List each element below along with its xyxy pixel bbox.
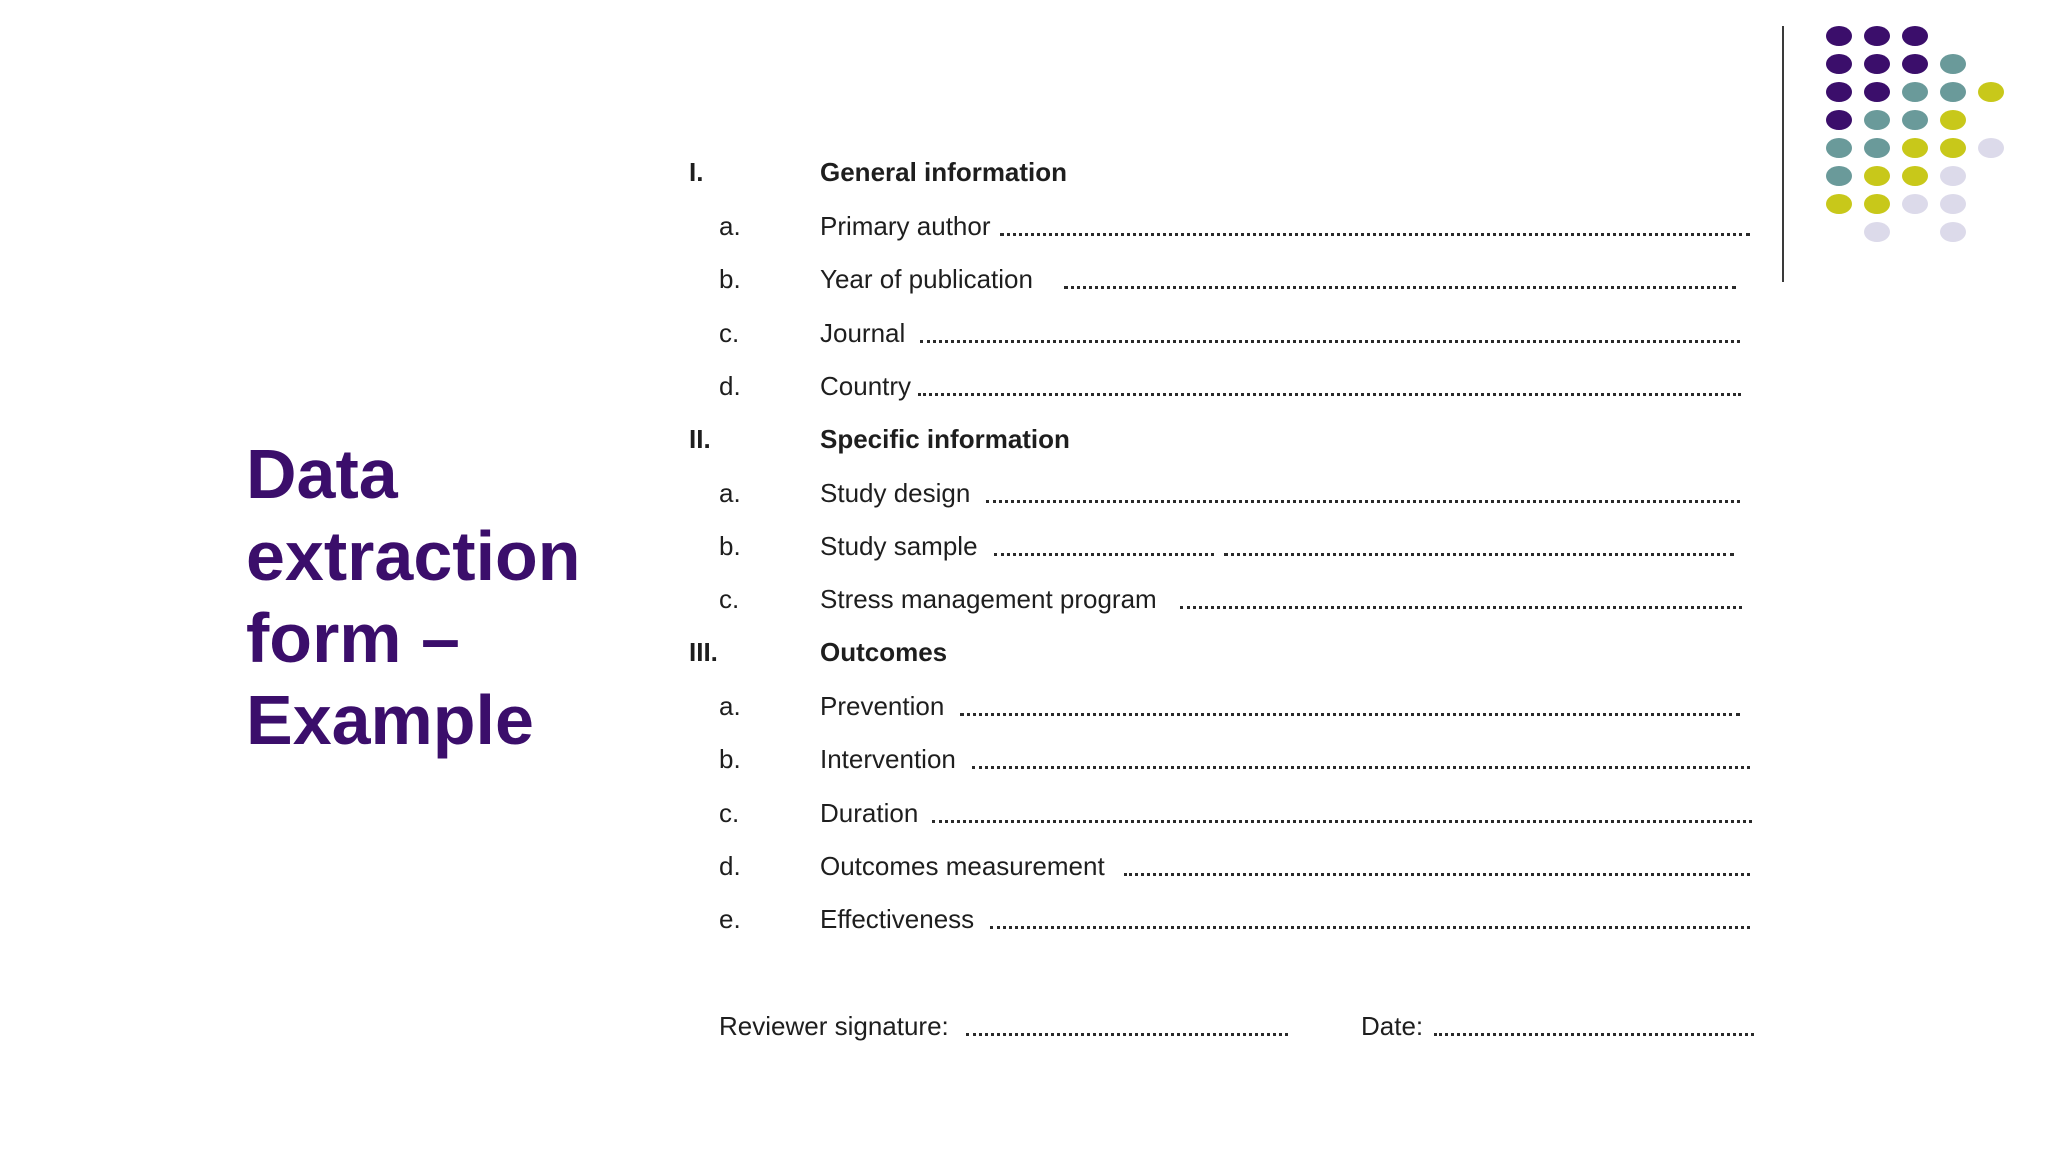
section-row xyxy=(0,152,2048,192)
item-label: Outcomes measurement xyxy=(820,851,1105,881)
answer-leader-line[interactable] xyxy=(1000,233,1750,236)
form-item-row xyxy=(0,793,2048,833)
section-numeral: II. xyxy=(689,424,711,454)
answer-leader-line[interactable] xyxy=(1180,606,1742,609)
answer-leader-line[interactable] xyxy=(1124,873,1750,876)
reviewer-signature-label: Reviewer signature: xyxy=(719,1011,949,1041)
item-letter: c. xyxy=(719,798,740,828)
item-label: Journal xyxy=(820,318,906,348)
form-item-row xyxy=(0,526,2048,566)
answer-leader-line[interactable] xyxy=(1064,286,1736,289)
answer-leader-line[interactable] xyxy=(920,340,1740,343)
item-label: Intervention xyxy=(820,744,956,774)
slide-title-line: Example xyxy=(246,681,534,759)
answer-leader-line[interactable] xyxy=(986,500,1740,503)
item-letter: b. xyxy=(719,744,741,774)
item-letter: d. xyxy=(719,851,741,881)
item-letter: a. xyxy=(719,211,741,241)
form-item-row xyxy=(0,846,2048,886)
section-heading: Specific information xyxy=(820,424,1070,454)
item-letter: c. xyxy=(719,318,740,348)
answer-leader-line[interactable] xyxy=(990,926,1750,929)
item-label: Prevention xyxy=(820,691,945,721)
answer-leader-line[interactable] xyxy=(960,713,1740,716)
item-label: Year of publication xyxy=(820,264,1033,294)
item-label: Study design xyxy=(820,478,971,508)
item-letter: c. xyxy=(719,584,740,614)
answer-leader-line[interactable] xyxy=(1224,553,1734,556)
answer-leader-line[interactable] xyxy=(918,393,1741,396)
slide-title-line: form – xyxy=(246,599,460,677)
section-numeral: I. xyxy=(689,157,704,187)
form-item-row xyxy=(0,899,2048,939)
answer-leader-line[interactable] xyxy=(972,766,1750,769)
answer-leader-line[interactable] xyxy=(994,553,1214,556)
item-label: Effectiveness xyxy=(820,904,975,934)
slide-title-line: Data xyxy=(246,435,398,513)
item-letter: d. xyxy=(719,371,741,401)
form-item-row xyxy=(0,206,2048,246)
item-letter: b. xyxy=(719,531,741,561)
slide-title-line: extraction xyxy=(246,517,581,595)
form-item-row xyxy=(0,259,2048,299)
form-item-row xyxy=(0,739,2048,779)
date-line[interactable] xyxy=(1434,1033,1754,1036)
item-letter: e. xyxy=(719,904,741,934)
item-letter: a. xyxy=(719,478,741,508)
form-item-row xyxy=(0,366,2048,406)
form-item-row xyxy=(0,686,2048,726)
item-label: Stress management program xyxy=(820,584,1157,614)
item-label: Primary author xyxy=(820,211,991,241)
form-item-row xyxy=(0,313,2048,353)
item-label: Study sample xyxy=(820,531,978,561)
item-letter: b. xyxy=(719,264,741,294)
item-label: Duration xyxy=(820,798,919,828)
answer-leader-line[interactable] xyxy=(932,820,1752,823)
date-label: Date: xyxy=(1361,1011,1424,1041)
item-label: Country xyxy=(820,371,912,401)
reviewer-signature-line[interactable] xyxy=(966,1033,1288,1036)
section-heading: Outcomes xyxy=(820,637,948,667)
section-row xyxy=(0,632,2048,672)
section-numeral: III. xyxy=(689,637,718,667)
signature-row xyxy=(0,1006,2048,1046)
form-item-row xyxy=(0,473,2048,513)
section-heading: General information xyxy=(820,157,1068,187)
item-letter: a. xyxy=(719,691,741,721)
form-item-row xyxy=(0,579,2048,619)
section-row xyxy=(0,419,2048,459)
